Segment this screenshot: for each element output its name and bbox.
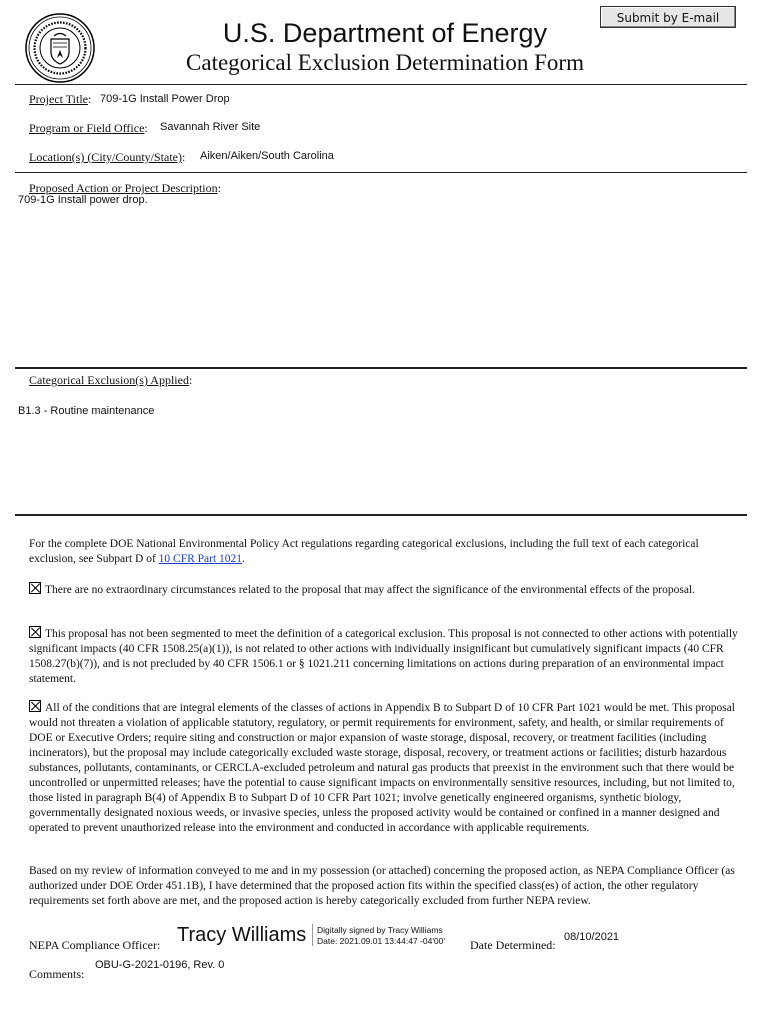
digital-signature	[317, 925, 445, 947]
program-office-field[interactable]: Savannah River Site	[160, 121, 261, 133]
header-divider	[15, 84, 747, 85]
check3-text: All of the conditions that are integral elements of the classes of actions in Appendix B to Subpart D of 10 CFR Part 1021 would be met. This proposal would not threaten a violation of applicable statutory, regulatory, or permit requirements for environment, safety, and health, or similar requirements of DOE or Executive Orders; require siting and construction or major expansion of waste storage, disposal, recovery, or treatment facilities (including incinerators), but the proposal may include categorically excluded waste storage, disposal, recovery, or treatment actions or facilities; disturb hazardous substances, pollutants, contaminants, or CERCLA-excluded petroleum and natural gas products that preexist in the environment such that there would be uncontrolled or unpermitted releases; have the potential to cause significant impacts on environmentally sensitive resources, including, but not limited to, those listed in paragraph B(4) of Appendix B to Subpart D of 10 CFR Part 1021; involve genetically engineered organisms, synthetic biology, governmentally designated noxious weeds, or invasive species, unless the proposed activity would be contained or confined in a manner designed and operated to prevent unauthorized release into the environment and conducted in accordance with applicable requirements.	[29, 702, 735, 834]
date-determined-label: Date Determined:	[470, 938, 556, 952]
check-extraordinary-circumstances	[29, 582, 741, 598]
signer-name: Tracy Williams	[177, 924, 307, 946]
digital-signature-line2: Date: 2021.09.01 13:44:47 -04'00'	[317, 936, 446, 946]
date-determined-field[interactable]: 08/10/2021	[564, 931, 620, 943]
comments-label: Comments:	[29, 967, 85, 981]
intro-text: For the complete DOE National Environmental Policy Act regulations regarding categorical exclusions, including the full text of each categorical exclusion, see Subpart D of	[29, 538, 699, 565]
project-title-label: Project Title	[29, 92, 89, 106]
comments-field[interactable]: OBU-G-2021-0196, Rev. 0	[95, 959, 225, 971]
exclusions-row: Categorical Exclusion(s) Applied:	[29, 373, 193, 387]
intro-paragraph: For the complete DOE National Environmental Policy Act regulations regarding categorical exclusions, including the full text of each categorical exclusion, see Subpart D of 10 CFR Part 1021.	[29, 538, 699, 565]
check-not-segmented	[29, 626, 741, 687]
project-title-field[interactable]: 709-1G Install Power Drop	[100, 93, 230, 105]
exclusions-field[interactable]: B1.3 - Routine maintenance	[18, 405, 155, 417]
description-row: Proposed Action or Project Description:	[29, 181, 221, 195]
description-label: Proposed Action or Project Description	[29, 181, 218, 195]
digital-signature-line1: Digitally signed by Tracy Williams	[317, 925, 443, 935]
location-label: Location(s) (City/County/State)	[29, 150, 182, 164]
checked-checkbox-icon[interactable]	[29, 626, 41, 638]
location-field[interactable]: Aiken/Aiken/South Carolina	[200, 150, 334, 162]
description-field[interactable]: 709-1G Install power drop.	[18, 194, 148, 206]
check-integral-conditions	[29, 700, 741, 836]
check1-text: There are no extraordinary circumstances related to the proposal that may affect the significance of the environmental effects of the proposal.	[45, 584, 696, 596]
location-divider	[15, 172, 747, 173]
location-row: Location(s) (City/County/State):	[29, 150, 186, 164]
checked-checkbox-icon[interactable]	[29, 700, 41, 712]
checked-checkbox-icon[interactable]	[29, 582, 41, 594]
form-subtitle: Categorical Exclusion Determination Form	[186, 50, 584, 75]
determination-paragraph: Based on my review of information conveyed to me and in my possession (or attached) concerning the proposed action, as NEPA Compliance Officer (as authorized under DOE Order 451.1B), I have determined that the proposed action fits within the specified class(es) of action, the other regulatory requirements set forth above are met, and the proposed action is hereby categorically excluded from further NEPA review.	[29, 865, 735, 907]
submit-by-email-button[interactable]: Submit by E-mail	[600, 6, 736, 28]
program-office-label: Program or Field Office	[29, 121, 145, 135]
exclusions-divider	[15, 514, 747, 516]
page-title: U.S. Department of Energy	[222, 18, 548, 48]
exclusions-label: Categorical Exclusion(s) Applied	[29, 373, 189, 387]
project-title-row: Project Title:	[29, 92, 92, 106]
program-office-row: Program or Field Office:	[29, 121, 148, 135]
signature-divider	[312, 924, 313, 946]
officer-label: NEPA Compliance Officer:	[29, 938, 161, 952]
cfr-part-1021-link[interactable]: 10 CFR Part 1021	[158, 553, 243, 565]
check2-text: This proposal has not been segmented to meet the definition of a categorical exclusion. This proposal is not connected to other actions with potentially significant impacts (40 CFR 1508.25(a)(1)), is not related to other actions with individually insignificant but cumulatively significant impacts (40 CFR 1508.27(b)(7)), and is not precluded by 40 CFR 1506.1 or § 1021.211 concerning limitations on actions during preparation of an environmental impact statement.	[29, 628, 738, 685]
description-divider	[15, 367, 747, 369]
